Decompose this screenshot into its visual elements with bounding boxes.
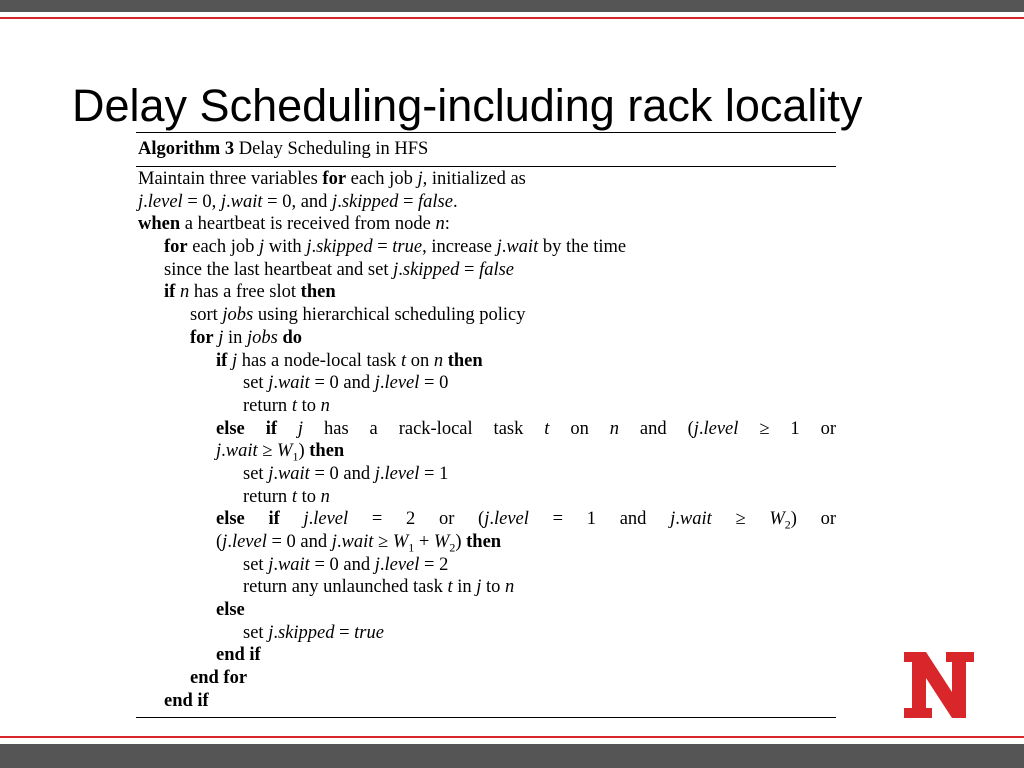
- algorithm-line: return t to n: [243, 395, 330, 416]
- top-accent-line: [0, 17, 1024, 19]
- algorithm-line: end for: [190, 668, 248, 689]
- algorithm-line: else if j has a rack-local task t on n and (j.level ≥ 1 or: [216, 418, 836, 439]
- algorithm-line: sort jobs using hierarchical scheduling policy: [190, 305, 526, 326]
- algorithm-line: since the last heartbeat and set j.skipped = false: [164, 259, 515, 280]
- bottom-bar: [0, 744, 1024, 768]
- university-n-logo: [902, 650, 976, 720]
- algorithm-line: for each job j with j.skipped = true, increase j.wait by the time: [164, 237, 627, 258]
- slide-title: Delay Scheduling-including rack locality: [72, 80, 863, 131]
- algorithm-line: for j in jobs do: [190, 327, 303, 348]
- algorithm-body: [136, 167, 836, 717]
- bottom-accent-line: [0, 736, 1024, 738]
- algorithm-line: else: [216, 600, 245, 621]
- algorithm-line: Maintain three variables for each job j, initialized as: [138, 169, 526, 189]
- algorithm-line: j.wait ≥ $W_1$) then: [216, 441, 345, 464]
- algorithm-header: [136, 133, 836, 167]
- algorithm-line: return any unlaunched task t in j to n: [243, 577, 515, 598]
- algorithm-line: set j.wait = 0 and j.level = 1: [243, 463, 449, 484]
- algorithm-line: if n has a free slot then: [164, 282, 336, 303]
- algorithm-number: Algorithm 3: [138, 139, 235, 159]
- algorithm-line: else if j.level = 2 or (j.level = 1 and j.wait ≥ $W_2$) or: [216, 509, 836, 531]
- algorithm-line: set j.wait = 0 and j.level = 0: [243, 373, 449, 394]
- algorithm-line: set j.skipped = true: [243, 622, 384, 643]
- algorithm-line: end if: [216, 645, 261, 666]
- top-bar: [0, 0, 1024, 12]
- algorithm-line: when a heartbeat is received from node n:: [138, 214, 450, 235]
- algorithm-line: if j has a node-local task t on n then: [216, 350, 483, 371]
- algorithm-line: end if: [164, 690, 209, 711]
- algorithm-box: [136, 132, 836, 718]
- algorithm-line: j.level = 0, j.wait = 0, and j.skipped = false.: [138, 191, 458, 212]
- algorithm-name: Delay Scheduling in HFS: [238, 139, 429, 159]
- algorithm-line: set j.wait = 0 and j.level = 2: [243, 554, 449, 575]
- algorithm-line: (j.level = 0 and j.wait ≥ $W_1 + W_2$) then: [216, 532, 502, 555]
- algorithm-line: return t to n: [243, 486, 330, 507]
